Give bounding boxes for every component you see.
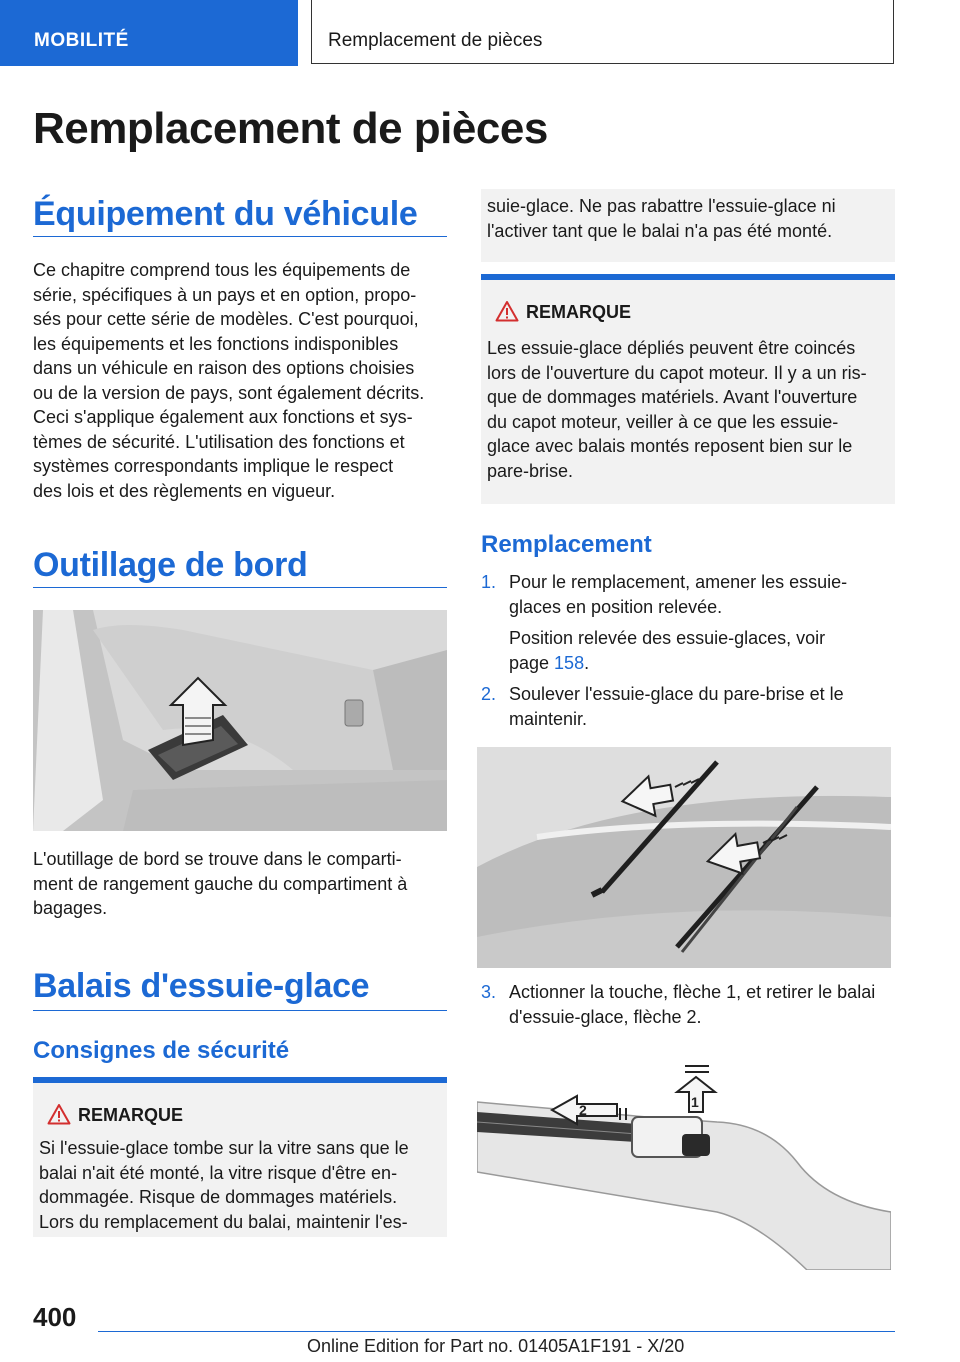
footer-rule — [98, 1331, 895, 1332]
warning-triangle-icon — [47, 1103, 71, 1125]
text-line: que de dommages matériels. Avant l'ouverture — [487, 387, 858, 407]
warning-box-continuation — [481, 189, 895, 262]
warning-text — [487, 194, 836, 243]
text-line: des lois et des règlements en vigueur. — [33, 480, 336, 501]
text-line: dans un véhicule en raison des options choisies — [33, 358, 415, 378]
text-line — [509, 651, 825, 676]
warning-text — [39, 1136, 409, 1234]
page-reference-link[interactable]: 158 — [554, 652, 585, 673]
text-line: ou de la version de pays, sont également décrits. — [33, 382, 425, 403]
text-line: Ce chapitre comprend tous les équipements de — [33, 260, 411, 280]
text-line: lors de l'ouverture du capot moteur. Il y a un ris‐ — [487, 362, 867, 383]
text-line: d'essuie-glace, flèche 2. — [509, 1006, 702, 1027]
step-text — [509, 980, 875, 1029]
text-line: sés pour cette série de modèles. C'est pourquoi, — [33, 309, 419, 329]
arrow-label: 1 — [691, 1094, 699, 1110]
text-line: glaces en position relevée. — [509, 596, 723, 617]
page-number: 400 — [33, 1302, 77, 1332]
text-line: ment de rangement gauche du compartiment à — [33, 873, 408, 894]
text-line: Si l'essuie-glace tombe sur la vitre sans que le — [39, 1138, 409, 1158]
wiper-blade-release-illustration — [477, 1062, 891, 1270]
heading-rule — [33, 236, 447, 237]
text-line: suie-glace. Ne pas rabattre l'essuie-glace ni — [487, 196, 836, 216]
section-label: MOBILITÉ — [34, 30, 129, 51]
text-line: glace avec balais montés reposent bien sur le — [487, 436, 853, 456]
heading-rule — [33, 587, 447, 588]
text-line: du capot moteur, veiller à ce que les essuie- — [487, 411, 839, 432]
text-line: dommagée. Risque de dommages matériels. — [39, 1187, 398, 1207]
text-line: pare-brise. — [487, 460, 574, 481]
step-note — [509, 626, 825, 675]
heading-balais: Balais d'essuie-glace — [33, 967, 370, 1005]
text-line: Lors du remplacement du balai, maintenir l'es‐ — [39, 1211, 408, 1232]
step-text — [509, 682, 844, 731]
trunk-tool-illustration — [33, 610, 447, 831]
subheading-remplacement: Remplacement — [481, 531, 652, 558]
outillage-paragraph — [33, 847, 407, 921]
edition-note: Online Edition for Part no. 01405A1F191 - X/20 — [307, 1336, 685, 1356]
text-line: Les essuie-glace dépliés peuvent être coincés — [487, 338, 856, 358]
step-number: 3. — [481, 982, 497, 1002]
text-line: balai n'ait été monté, la vitre risque d'être en‐ — [39, 1162, 398, 1183]
warning-text — [487, 336, 867, 483]
wiper-raised-illustration — [477, 747, 891, 968]
text-fragment: page — [509, 652, 555, 673]
text-line: les équipements et les fonctions indisponibles — [33, 333, 399, 354]
warning-box — [481, 274, 895, 504]
subheading-consignes: Consignes de sécurité — [33, 1037, 290, 1064]
text-line: Ceci s'applique également aux fonctions et sys‐ — [33, 407, 413, 427]
section-tab — [0, 0, 298, 66]
warning-label: REMARQUE — [78, 1105, 184, 1125]
warning-label: REMARQUE — [526, 302, 632, 322]
heading-outillage: Outillage de bord — [33, 546, 308, 584]
steps-list — [481, 980, 896, 1040]
chapter-header — [311, 0, 894, 64]
warning-box — [33, 1077, 447, 1237]
text-line: maintenir. — [509, 708, 588, 729]
text-line: tèmes de sécurité. L'utilisation des fonctions et — [33, 431, 405, 452]
step-number: 1. — [481, 572, 497, 592]
text-line: L'outillage de bord se trouve dans le comparti‐ — [33, 849, 402, 869]
text-line: systèmes correspondants implique le respect — [33, 456, 394, 476]
text-line: Pour le remplacement, amener les essuie- — [509, 572, 848, 592]
heading-equipement: Équipement du véhicule — [33, 195, 418, 233]
step-text — [509, 570, 847, 619]
steps-list — [481, 570, 896, 740]
text-line: Actionner la touche, flèche 1, et retirer le balai — [509, 982, 876, 1002]
step-number: 2. — [481, 684, 497, 704]
text-line: bagages. — [33, 898, 108, 918]
equipement-paragraph — [33, 258, 424, 503]
warning-triangle-icon — [495, 300, 519, 322]
heading-rule — [33, 1010, 447, 1011]
chapter-label: Remplacement de pièces — [328, 30, 543, 51]
page-title: Remplacement de pièces — [33, 104, 548, 153]
text-line: série, spécifiques à un pays et en option, propo‐ — [33, 284, 417, 305]
text-line: l'activer tant que le balai n'a pas été monté. — [487, 220, 833, 241]
text-line: Position relevée des essuie-glaces, voir — [509, 628, 826, 648]
arrow-label: 2 — [579, 1102, 587, 1118]
text-line: Soulever l'essuie-glace du pare-brise et le — [509, 684, 844, 704]
text-fragment: . — [584, 652, 590, 673]
